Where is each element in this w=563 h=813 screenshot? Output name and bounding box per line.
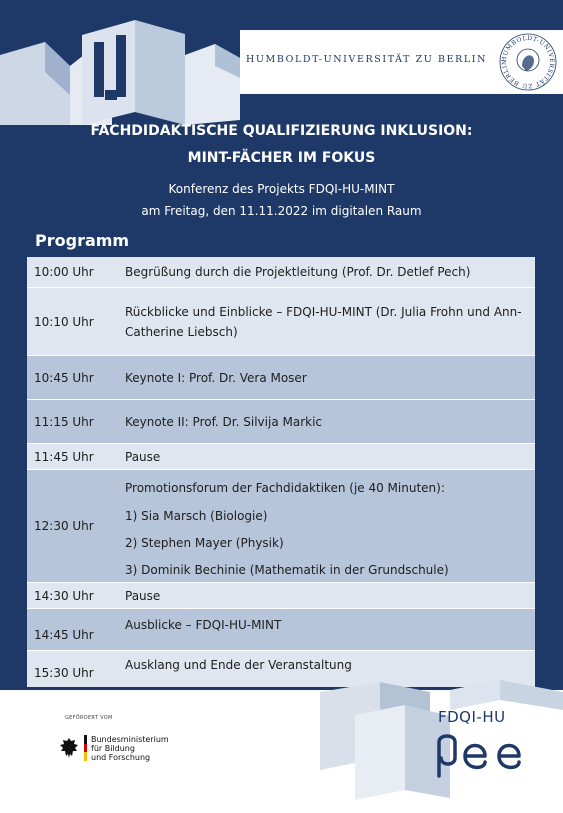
- program-text: Ausklang und Ende der Veranstaltung: [125, 658, 352, 672]
- program-time: 11:45 Uhr: [34, 449, 94, 464]
- program-sub-item: 3) Dominik Bechinie (Mathematik in der Grundschule): [125, 563, 449, 577]
- bmbf-logo: [45, 703, 177, 808]
- program-time: 10:00 Uhr: [34, 265, 94, 279]
- program-row: [27, 609, 535, 651]
- program-text: Pause: [125, 449, 161, 464]
- conference-title-line2: MINT-FÄCHER IM FOKUS: [187, 150, 376, 166]
- program-row: [27, 470, 535, 583]
- federal-eagle-icon: [59, 736, 79, 760]
- program-text: Promotionsforum der Fachdidaktiken (je 40 Minuten):: [125, 481, 445, 495]
- program-time: 10:45 Uhr: [34, 370, 94, 385]
- humboldt-logo: [240, 30, 563, 94]
- program-text: Keynote I: Prof. Dr. Vera Moser: [125, 370, 307, 385]
- program-text: Begrüßung durch die Projektleitung (Prof. Dr. Detlef Pech): [125, 265, 471, 279]
- program-time: 14:45 Uhr: [34, 627, 94, 642]
- program-text: Rückblicke und Einblicke – FDQI-HU-MINT (Dr. Julia Frohn und Ann-Catherine Liebsch): [125, 304, 522, 339]
- program-sub-item: 1) Sia Marsch (Biologie): [125, 509, 268, 523]
- ministry-name-line: für Bildung: [91, 744, 135, 753]
- program-sub-item: 2) Stephen Mayer (Physik): [125, 536, 284, 550]
- ministry-name: [91, 735, 169, 762]
- program-text: Keynote II: Prof. Dr. Silvija Markic: [125, 414, 323, 429]
- program-text: Ausblicke – FDQI-HU-MINT: [125, 618, 282, 632]
- program-time: 11:15 Uhr: [34, 414, 94, 429]
- program-time: 14:30 Uhr: [34, 588, 94, 603]
- program-row: [27, 288, 535, 356]
- svg-text:HUMBOLDT-UNIVERSITÄT ZU BERLIN: HUMBOLDT-UNIVERSITÄT ZU BERLIN: [500, 34, 556, 90]
- university-name: HUMBOLDT-UNIVERSITÄT ZU BERLIN: [246, 54, 488, 65]
- fdqi-logo-name: FDQI-HU: [438, 708, 506, 726]
- program-row: [27, 257, 535, 288]
- conference-title-line1: FACHDIDAKTISCHE QUALIFIZIERUNG INKLUSION:: [90, 123, 473, 139]
- program-heading: Programm: [35, 231, 130, 250]
- ministry-name-line: Bundesministerium: [91, 735, 169, 744]
- university-seal-icon: [498, 32, 558, 92]
- program-table: [27, 257, 535, 687]
- conference-subtitle-line2: am Freitag, den 11.11.2022 im digitalen Raum: [141, 204, 422, 218]
- program-time: 10:10 Uhr: [34, 314, 94, 329]
- program-row: [27, 444, 535, 470]
- conference-subtitle-line1: Konferenz des Projekts FDQI-HU-MINT: [168, 182, 395, 196]
- program-time: 12:30 Uhr: [34, 519, 94, 533]
- ministry-name-line: und Forschung: [91, 753, 151, 762]
- decorative-book-graphic-top: [0, 0, 240, 125]
- program-text: Pause: [125, 588, 161, 603]
- program-row: [27, 583, 535, 609]
- funding-caption: GEFÖRDERT VOM: [65, 715, 113, 721]
- program-row: [27, 356, 535, 400]
- program-time: 15:30 Uhr: [34, 666, 94, 680]
- fdqi-logo-mark-icon: [433, 728, 528, 780]
- program-row: [27, 400, 535, 444]
- program-text-block: [116, 470, 535, 582]
- german-flag-stripe-icon: [84, 735, 87, 761]
